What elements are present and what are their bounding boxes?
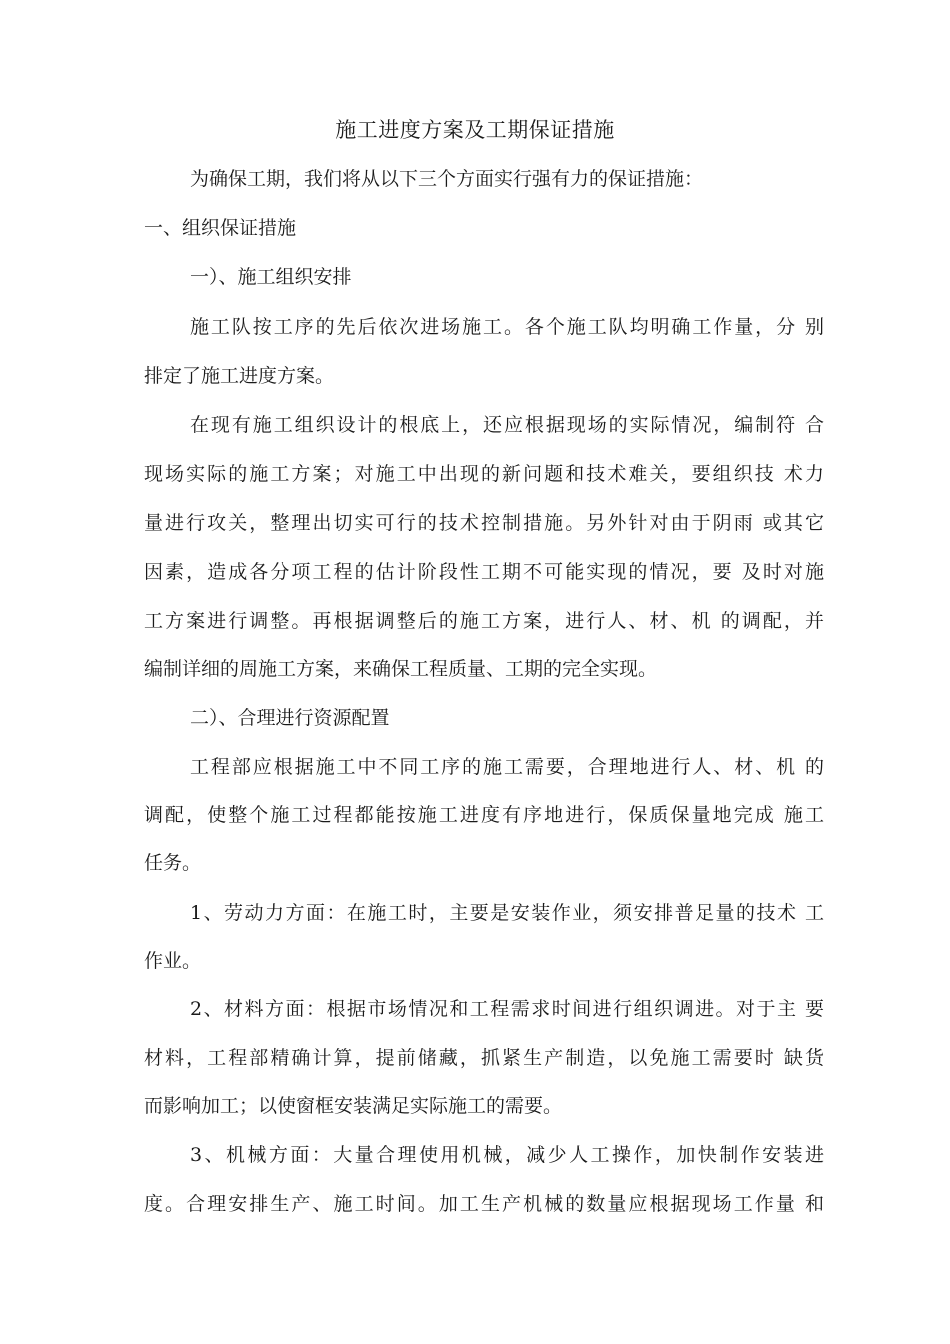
paragraph-line: 工程部应根据施工中不同工序的施工需要，合理地进行人、材、机 的 bbox=[190, 756, 824, 778]
paragraph-line: 工方案进行调整。再根据调整后的施工方案，进行人、材、机 的调配，并 bbox=[144, 610, 824, 632]
paragraph-line: 材料，工程部精确计算，提前储藏，抓紧生产制造，以免施工需要时 缺货 bbox=[144, 1047, 824, 1069]
paragraph-line: 作业。 bbox=[144, 950, 202, 972]
paragraph-line: 现场实际的施工方案；对施工中出现的新问题和技术难关，要组织技 术力 bbox=[144, 463, 824, 485]
paragraph-line: 度。合理安排生产、施工时间。加工生产机械的数量应根据现场工作量 和 bbox=[144, 1193, 824, 1215]
paragraph-line: 而影响加工；以使窗框安装满足实际施工的需要。 bbox=[144, 1095, 563, 1117]
paragraph-line: 任务。 bbox=[144, 852, 202, 874]
subsection-heading-1: 一）、施工组织安排 bbox=[190, 266, 352, 288]
intro-line: 为确保工期，我们将从以下三个方面实行强有力的保证措施： bbox=[190, 168, 704, 190]
paragraph-line: 3、机械方面：大量合理使用机械，减少人工操作，加快制作安装进 bbox=[190, 1144, 824, 1166]
paragraph-line: 量进行攻关，整理出切实可行的技术控制措施。另外针对由于阴雨 或其它 bbox=[144, 512, 824, 534]
paragraph-line: 编制详细的周施工方案，来确保工程质量、工期的完全实现。 bbox=[144, 658, 658, 680]
subsection-heading-2: 二）、合理进行资源配置 bbox=[190, 707, 390, 729]
section-heading-1: 一、组织保证措施 bbox=[144, 217, 297, 239]
paragraph-line: 1、劳动力方面：在施工时，主要是安装作业，须安排普足量的技术 工 bbox=[190, 902, 824, 924]
paragraph-line: 在现有施工组织设计的根底上，还应根据现场的实际情况，编制符 合 bbox=[190, 414, 824, 436]
paragraph-line: 2、材料方面：根据市场情况和工程需求时间进行组织调进。对于主 要 bbox=[190, 998, 824, 1020]
paragraph-line: 调配，使整个施工过程都能按施工进度有序地进行，保质保量地完成 施工 bbox=[144, 804, 824, 826]
paragraph-line: 排定了施工进度方案。 bbox=[144, 365, 335, 387]
document-title: 施工进度方案及工期保证措施 bbox=[335, 118, 615, 142]
paragraph-line: 因素，造成各分项工程的估计阶段性工期不可能实现的情况，要 及时对施 bbox=[144, 561, 824, 583]
paragraph-line: 施工队按工序的先后依次进场施工。各个施工队均明确工作量，分 别 bbox=[190, 316, 824, 338]
